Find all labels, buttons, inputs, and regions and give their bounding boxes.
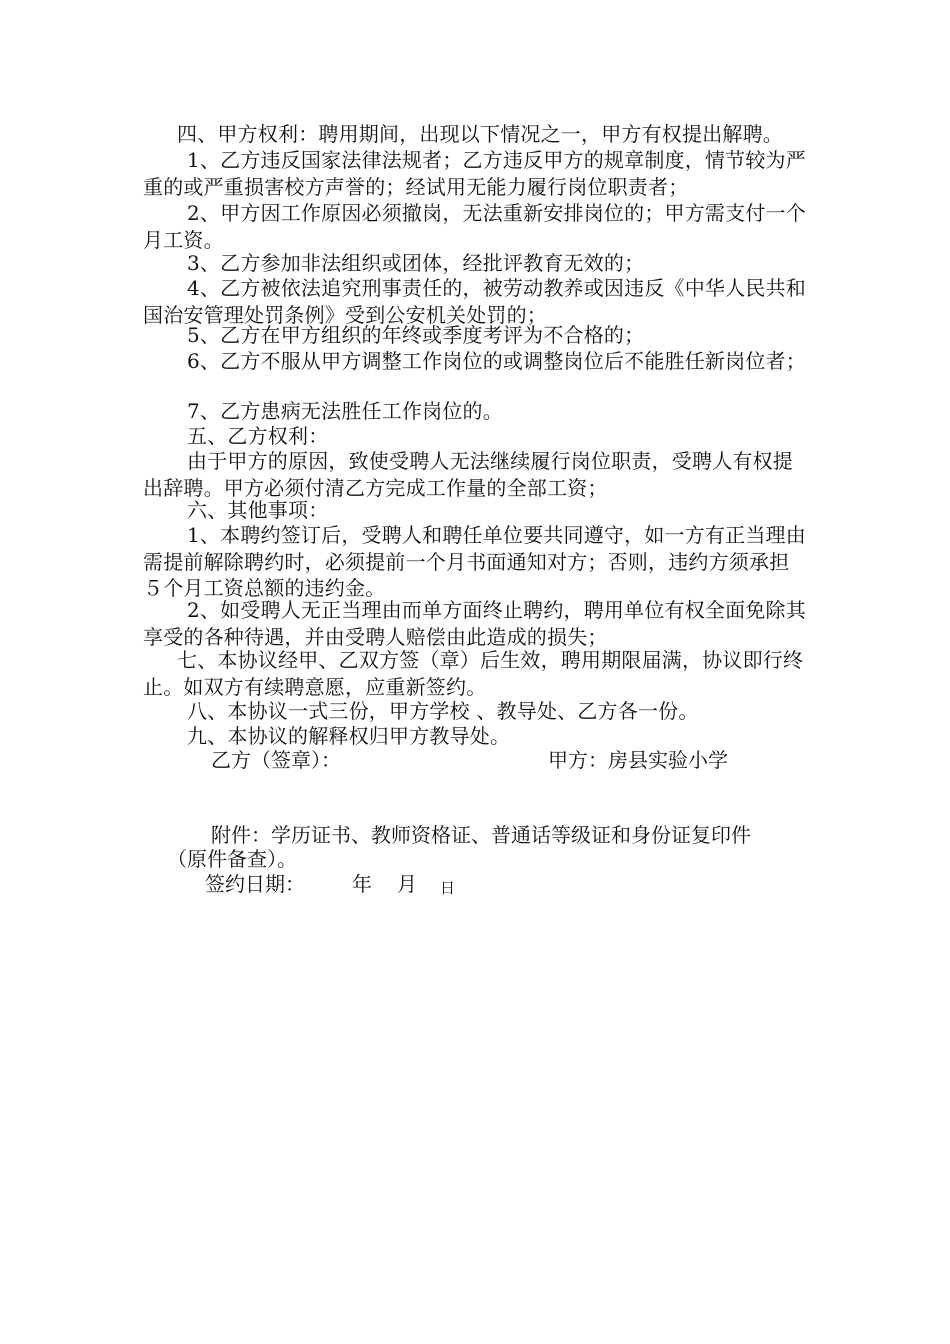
- section-4-item-1: 1、乙方违反国家法律法规者；乙方违反甲方的规章制度，情节较为严重的或严重损害校方声誉的；经试用无能力履行岗位职责者；: [143, 148, 806, 199]
- section-6-item-2: 2、如受聘人无正当理由而单方面终止聘约，聘用单位有权全面免除其享受的各种待遇，并由受聘人赔偿由此造成的损失；: [143, 598, 806, 649]
- party-a-signature-label: 甲方：房县实验小学: [548, 748, 728, 772]
- section-4-item-7: 7、乙方患病无法胜任工作岗位的。: [187, 399, 503, 423]
- attachment-line-2: （原件备查）。: [167, 847, 297, 871]
- section-8: 八、本协议一式三份，甲方学校 、教导处、乙方各一份。: [187, 699, 699, 723]
- section-5-body: 由于甲方的原因，致使受聘人无法继续履行岗位职责，受聘人有权提出辞聘。甲方必须付清乙方完成工作量的全部工资；: [143, 449, 793, 500]
- party-b-signature-label: 乙方（签章）：: [211, 748, 341, 772]
- section-9: 九、本协议的解释权归甲方教导处。: [187, 724, 511, 748]
- section-4-item-6: 6、乙方不服从甲方调整工作岗位的或调整岗位后不能胜任新岗位者；: [187, 349, 806, 373]
- section-4-item-4: 4、乙方被依法追究刑事责任的，被劳动教养或因违反《中华人民共和国治安管理处罚条例》受到公安机关处罚的；: [143, 276, 806, 327]
- sign-date-day: 日: [440, 879, 456, 897]
- section-4-heading: 四、甲方权利：聘用期间，出现以下情况之一，甲方有权提出解聘。: [177, 122, 783, 146]
- section-7: 七、本协议经甲、乙双方签（章）后生效，聘用期限届满，协议即行终止。如双方有续聘意愿，应重新签约。: [143, 648, 804, 699]
- section-4-item-2: 2、甲方因工作原因必须撤岗，无法重新安排岗位的；甲方需支付一个月工资。: [143, 201, 806, 252]
- section-5-heading: 五、乙方权利：: [187, 424, 329, 448]
- attachment-line-1: 附件：学历证书、教师资格证、普通话等级证和身份证复印件: [211, 823, 751, 847]
- sign-date-year: 年: [352, 872, 372, 896]
- sign-date-month: 月: [397, 872, 417, 896]
- section-6-item-1: 1、本聘约签订后，受聘人和聘任单位要共同遵守，如一方有正当理由需提前解除聘约时，必须提前一个月书面通知对方；否则，违约方须承担５个月工资总额的违约金。: [143, 523, 806, 600]
- sign-date-label: 签约日期：: [205, 872, 305, 896]
- section-4-item-3: 3、乙方参加非法组织或团体，经批评教育无效的；: [187, 251, 645, 275]
- section-6-heading: 六、其他事项：: [187, 498, 329, 522]
- section-4-item-5: 5、乙方在甲方组织的年终或季度考评为不合格的；: [187, 323, 645, 347]
